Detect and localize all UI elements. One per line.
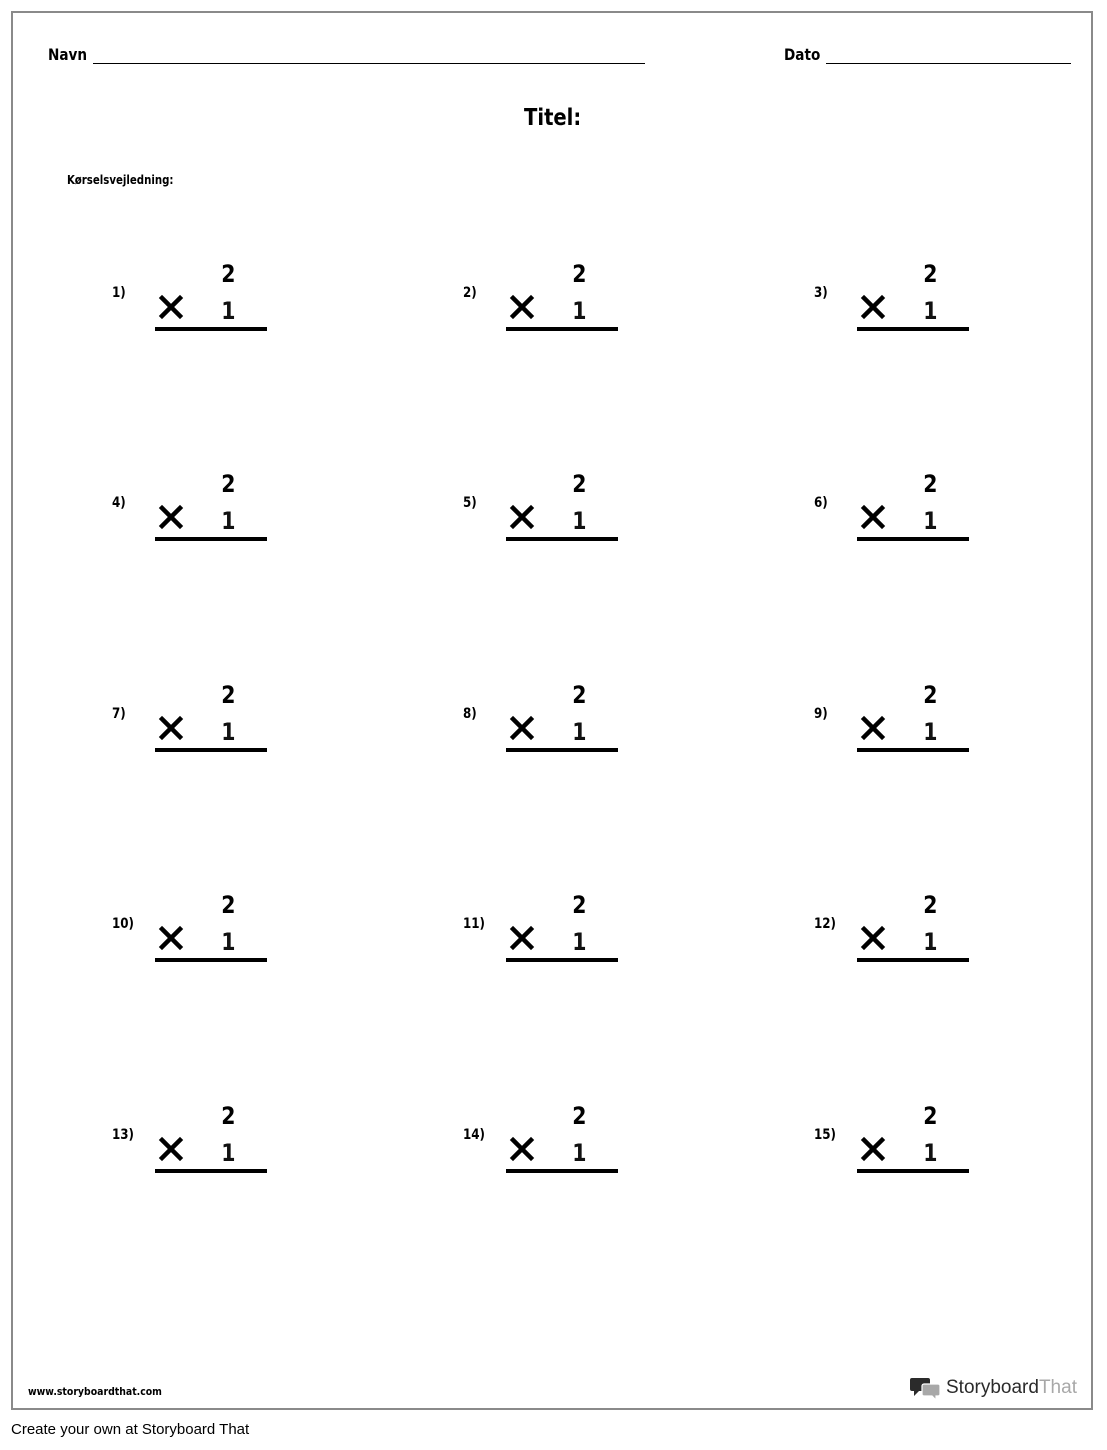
problem-number: 15) bbox=[814, 1127, 837, 1143]
multiplier: 1 bbox=[923, 718, 938, 746]
worksheet-page bbox=[11, 11, 1093, 1410]
problem-item bbox=[463, 681, 633, 771]
multiply-icon bbox=[860, 504, 886, 530]
problem-item bbox=[814, 470, 984, 560]
problem-number: 4) bbox=[112, 495, 126, 511]
problem-item bbox=[814, 1102, 984, 1192]
multiply-icon bbox=[158, 1136, 184, 1162]
answer-line bbox=[155, 1169, 267, 1173]
multiplier: 1 bbox=[923, 507, 938, 535]
multiplier: 1 bbox=[221, 297, 236, 325]
multiply-icon bbox=[509, 715, 535, 741]
problem-number: 14) bbox=[463, 1127, 486, 1143]
name-line bbox=[93, 63, 645, 64]
answer-line bbox=[857, 1169, 969, 1173]
speech-bubbles-icon bbox=[910, 1376, 942, 1400]
multiplicand: 2 bbox=[221, 260, 236, 288]
multiply-icon bbox=[860, 715, 886, 741]
instructions-label: Kørselsvejledning: bbox=[67, 173, 174, 187]
answer-line bbox=[506, 748, 618, 752]
multiplicand: 2 bbox=[221, 470, 236, 498]
problem-number: 11) bbox=[463, 916, 486, 932]
problem-item bbox=[112, 681, 282, 771]
multiply-icon bbox=[158, 294, 184, 320]
multiplier: 1 bbox=[572, 928, 587, 956]
name-label: Navn bbox=[48, 45, 88, 64]
multiply-icon bbox=[860, 294, 886, 320]
answer-line bbox=[857, 537, 969, 541]
problem-item bbox=[814, 891, 984, 981]
problem-number: 12) bbox=[814, 916, 837, 932]
problem-number: 2) bbox=[463, 285, 477, 301]
date-label: Dato bbox=[784, 45, 821, 64]
multiplier: 1 bbox=[923, 1139, 938, 1167]
problem-item bbox=[814, 681, 984, 771]
answer-line bbox=[506, 1169, 618, 1173]
problem-number: 8) bbox=[463, 706, 477, 722]
multiply-icon bbox=[509, 294, 535, 320]
answer-line bbox=[155, 958, 267, 962]
date-line bbox=[826, 63, 1071, 64]
problem-item bbox=[463, 1102, 633, 1192]
answer-line bbox=[506, 327, 618, 331]
multiplier: 1 bbox=[572, 507, 587, 535]
website-url: www.storyboardthat.com bbox=[28, 1385, 162, 1398]
storyboardthat-logo bbox=[910, 1375, 1077, 1401]
answer-line bbox=[857, 958, 969, 962]
multiplier: 1 bbox=[221, 507, 236, 535]
multiplicand: 2 bbox=[221, 681, 236, 709]
answer-line bbox=[155, 327, 267, 331]
problem-number: 9) bbox=[814, 706, 828, 722]
problem-number: 10) bbox=[112, 916, 135, 932]
problem-item bbox=[112, 891, 282, 981]
multiply-icon bbox=[158, 925, 184, 951]
multiplier: 1 bbox=[572, 297, 587, 325]
multiply-icon bbox=[158, 715, 184, 741]
multiplicand: 2 bbox=[923, 260, 938, 288]
answer-line bbox=[155, 748, 267, 752]
problem-number: 7) bbox=[112, 706, 126, 722]
problem-item bbox=[463, 891, 633, 981]
brand-name-part2: That bbox=[1038, 1377, 1077, 1398]
problem-item bbox=[112, 260, 282, 350]
multiplicand: 2 bbox=[923, 891, 938, 919]
answer-line bbox=[506, 958, 618, 962]
multiply-icon bbox=[860, 1136, 886, 1162]
answer-line bbox=[155, 537, 267, 541]
multiplicand: 2 bbox=[221, 1102, 236, 1130]
brand-name-part1: Storyboard bbox=[946, 1377, 1039, 1398]
multiplier: 1 bbox=[221, 1139, 236, 1167]
multiplicand: 2 bbox=[572, 1102, 587, 1130]
multiplier: 1 bbox=[923, 297, 938, 325]
multiplier: 1 bbox=[572, 718, 587, 746]
create-your-own-link[interactable]: Create your own at Storyboard That bbox=[11, 1421, 250, 1438]
problem-item bbox=[463, 470, 633, 560]
multiply-icon bbox=[509, 504, 535, 530]
multiplier: 1 bbox=[923, 928, 938, 956]
multiply-icon bbox=[509, 925, 535, 951]
problem-item bbox=[814, 260, 984, 350]
answer-line bbox=[857, 327, 969, 331]
multiplier: 1 bbox=[221, 928, 236, 956]
problem-number: 1) bbox=[112, 285, 126, 301]
multiplicand: 2 bbox=[923, 1102, 938, 1130]
multiplicand: 2 bbox=[572, 681, 587, 709]
multiplicand: 2 bbox=[572, 891, 587, 919]
multiplicand: 2 bbox=[923, 681, 938, 709]
multiply-icon bbox=[509, 1136, 535, 1162]
problem-number: 13) bbox=[112, 1127, 135, 1143]
multiplicand: 2 bbox=[572, 260, 587, 288]
multiply-icon bbox=[860, 925, 886, 951]
multiplicand: 2 bbox=[923, 470, 938, 498]
problem-number: 5) bbox=[463, 495, 477, 511]
problem-item bbox=[463, 260, 633, 350]
multiplicand: 2 bbox=[572, 470, 587, 498]
multiplicand: 2 bbox=[221, 891, 236, 919]
problem-number: 6) bbox=[814, 495, 828, 511]
multiplier: 1 bbox=[572, 1139, 587, 1167]
answer-line bbox=[506, 537, 618, 541]
multiply-icon bbox=[158, 504, 184, 530]
problem-number: 3) bbox=[814, 285, 828, 301]
problem-item bbox=[112, 470, 282, 560]
page-title: Titel: bbox=[524, 105, 582, 131]
answer-line bbox=[857, 748, 969, 752]
multiplier: 1 bbox=[221, 718, 236, 746]
problem-item bbox=[112, 1102, 282, 1192]
